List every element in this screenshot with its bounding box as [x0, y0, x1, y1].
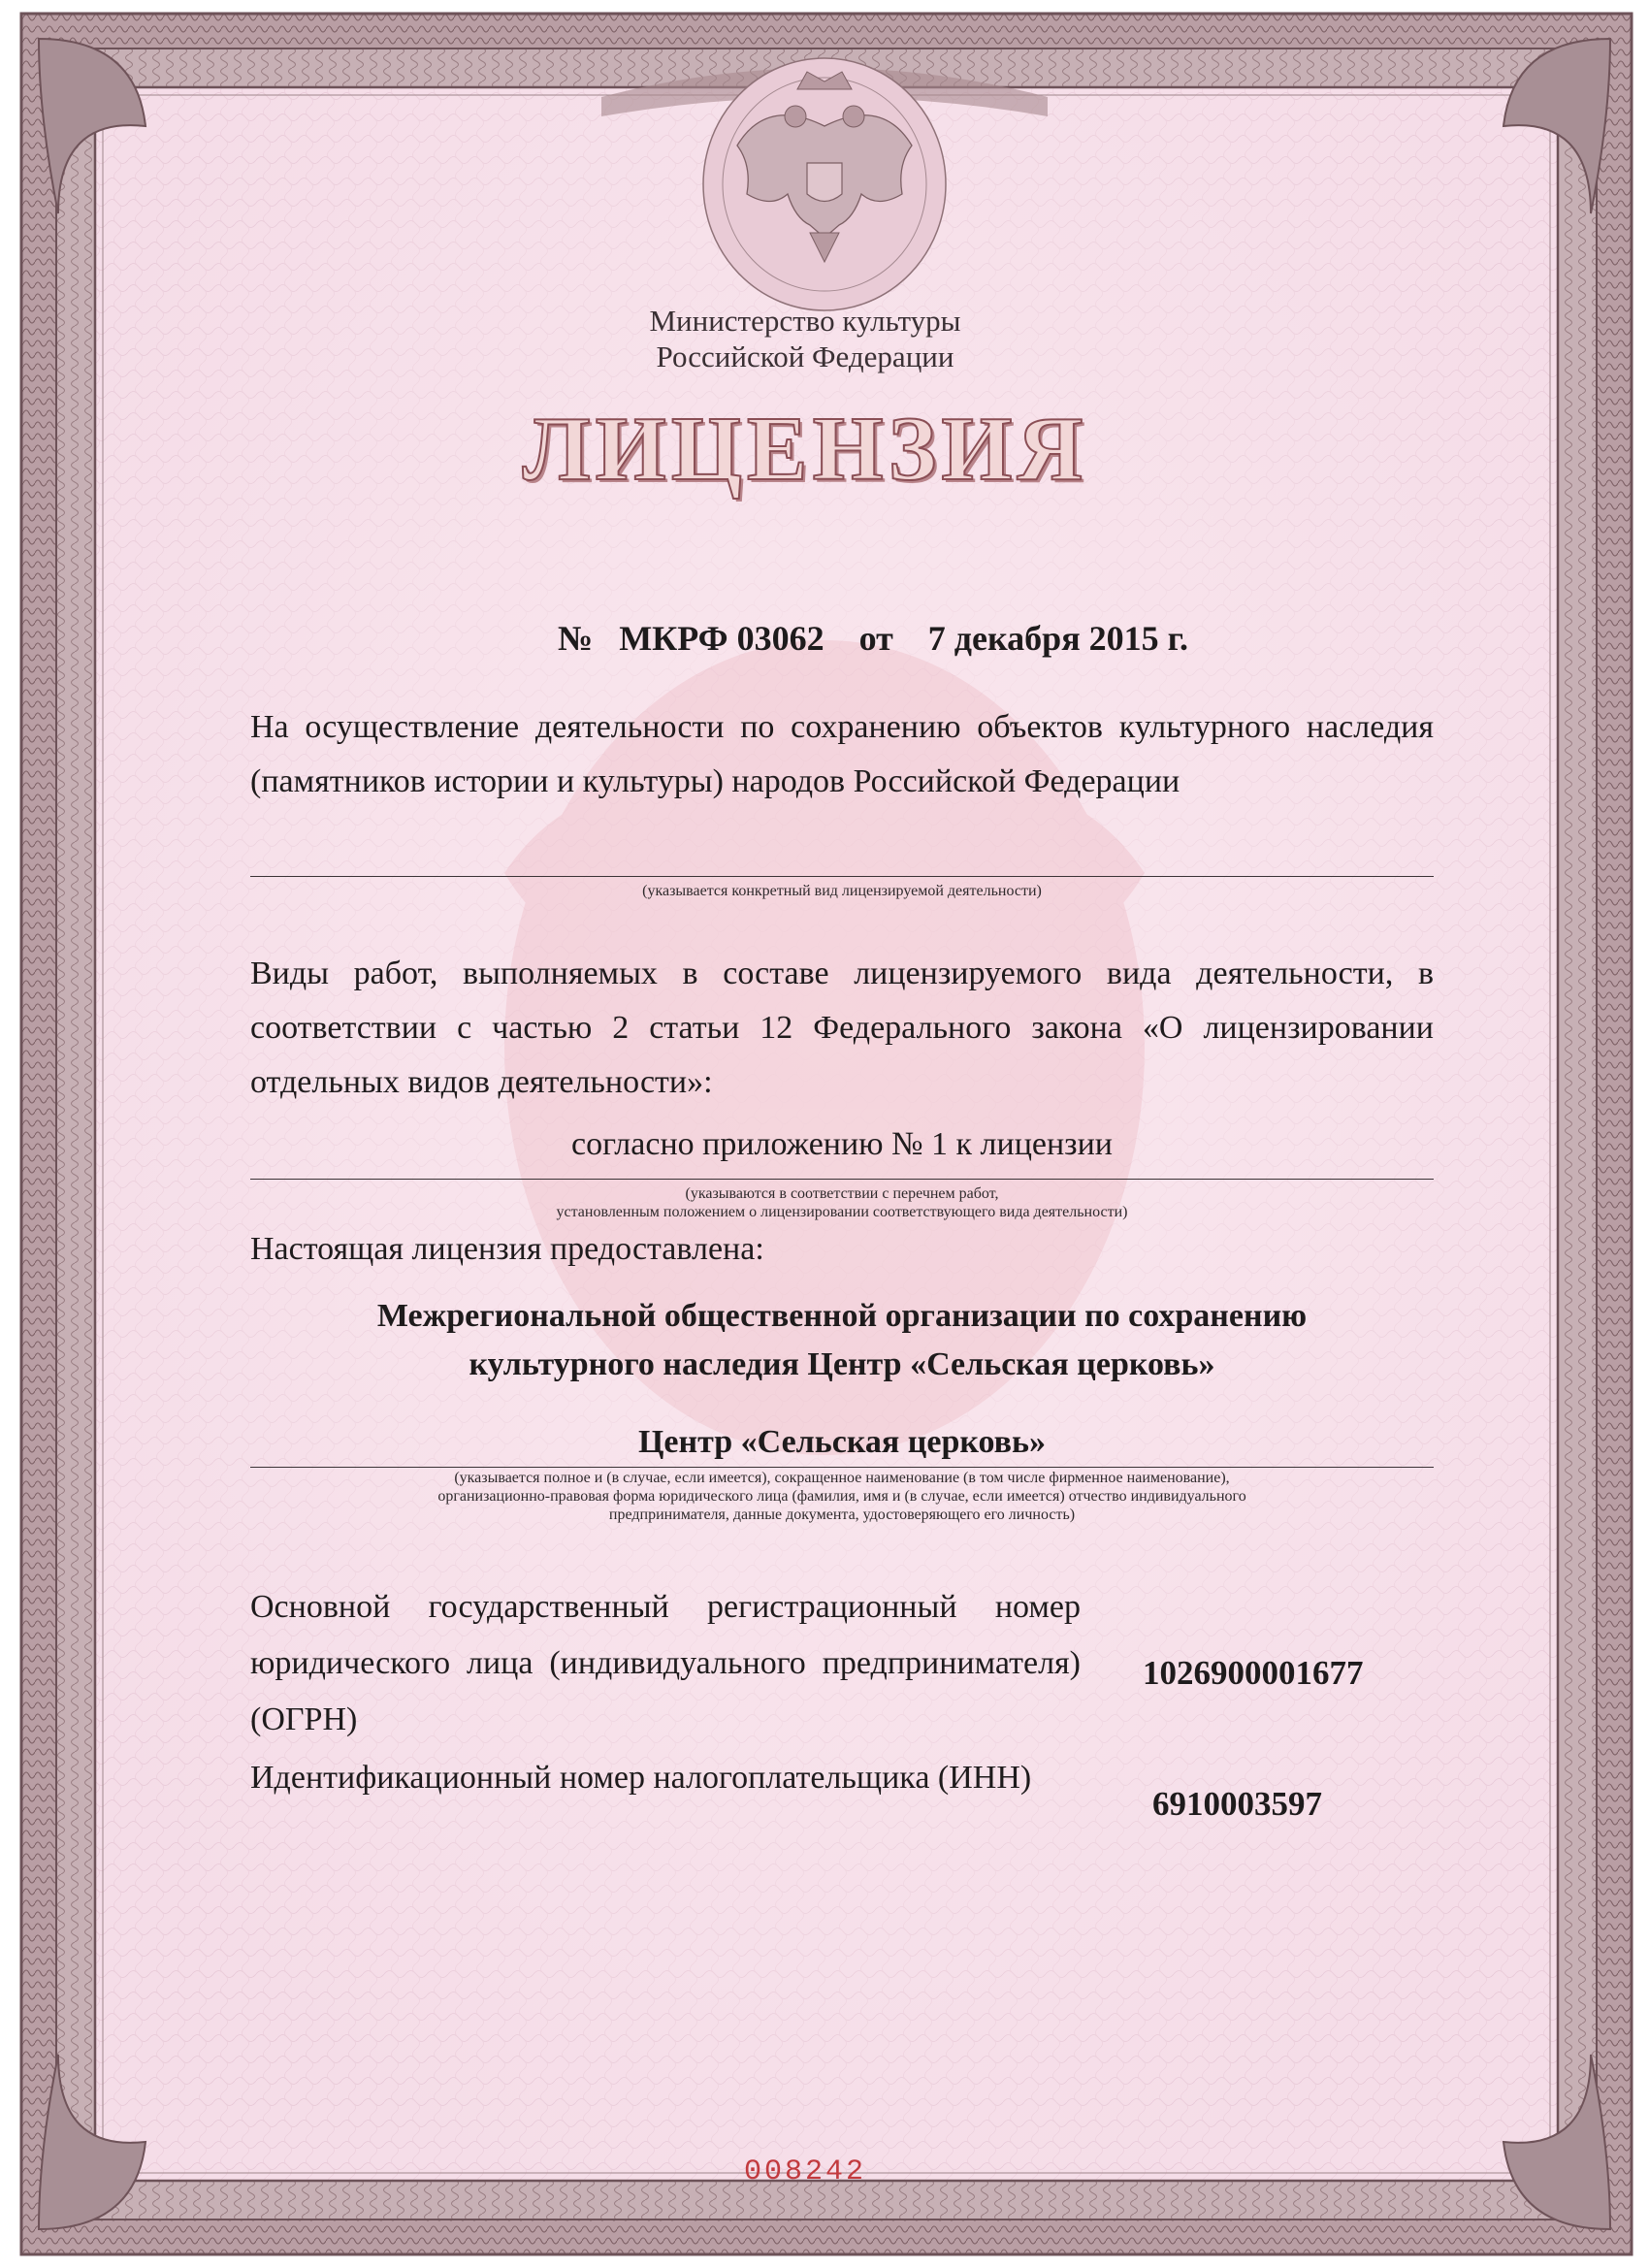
organization-caption-line-1: (указывается полное и (в случае, если имеется), сокращенное наименование (в том числе фирменное наименование),	[454, 1470, 1230, 1486]
ministry-heading	[534, 303, 1077, 374]
organization-caption	[223, 1469, 1461, 1524]
organization-short-name: Центр «Сельская церковь»	[637, 1424, 1047, 1460]
organization-name-line-1: Межрегиональной общественной организации по сохранению	[376, 1298, 1308, 1334]
organization-underline	[250, 1467, 1434, 1468]
activity-text: На осуществление деятельности по сохранению объектов культурного наследия (памятников истории и культуры) народов Российской Федерации	[250, 709, 1434, 799]
granted-label: Настоящая лицензия предоставлена:	[250, 1231, 764, 1267]
activity-caption: (указывается конкретный вид лицензируемой деятельности)	[642, 883, 1042, 899]
activity-underline	[250, 876, 1434, 877]
organization-caption-line-3: предпринимателя, данные документа, удостоверяющего его личность)	[608, 1507, 1076, 1523]
license-number-line: № МКРФ 03062 от 7 декабря 2015 г.	[558, 619, 1188, 658]
ministry-line-2: Российской Федерации	[656, 340, 954, 373]
works-text: Виды работ, выполняемых в составе лицензируемого вида деятельности, в соответствии с частью 2 статьи 12 Федерального закона «О лицензировании отдельных видов деятельности»:	[250, 956, 1434, 1100]
ogrn-value: 1026900001677	[1143, 1654, 1364, 1692]
organization-name	[250, 1292, 1434, 1389]
works-caption	[250, 1184, 1434, 1221]
inn-value: 6910003597	[1152, 1785, 1322, 1823]
works-value: согласно приложению № 1 к лицензии	[570, 1126, 1113, 1162]
inn-label: Идентификационный номер налогоплательщика (ИНН)	[250, 1760, 1032, 1796]
works-caption-line-1: (указываются в соответствии с перечнем работ,	[685, 1185, 999, 1202]
organization-caption-line-2: организационно-правовая форма юридического лица (фамилия, имя и (в случае, если имеется) отчество индивидуального	[437, 1488, 1246, 1505]
organization-name-line-2: культурного наследия Центр «Сельская церковь»	[469, 1346, 1215, 1382]
works-caption-line-2: установленным положением о лицензировании соответствующего вида деятельности)	[556, 1204, 1128, 1220]
ministry-line-1: Министерство культуры	[649, 304, 961, 338]
serial-number: 008242	[743, 2155, 867, 2188]
document-title: ЛИЦЕНЗИЯ	[522, 399, 1088, 500]
ogrn-label: Основной государственный регистрационный номер юридического лица (индивидуального предпринимателя) (ОГРН)	[250, 1589, 1081, 1737]
works-underline	[250, 1179, 1434, 1180]
